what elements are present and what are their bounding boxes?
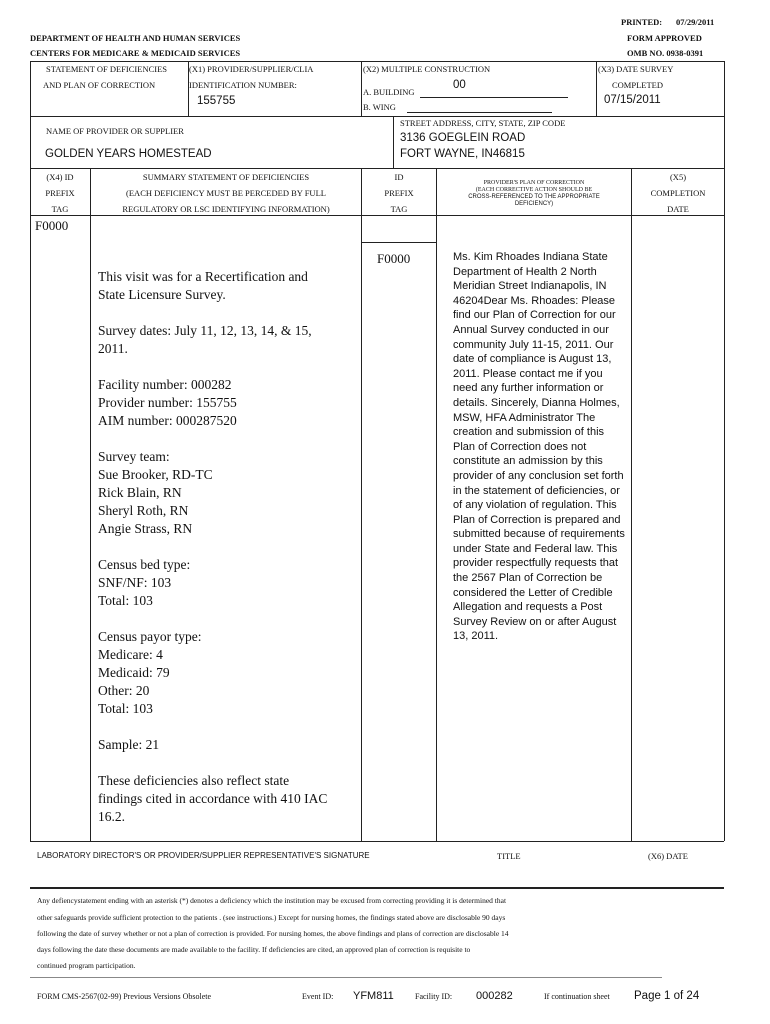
- x1-line1: (X1) PROVIDER/SUPPLIER/CLIA: [189, 64, 314, 74]
- top-rule: [30, 61, 724, 62]
- poc-header-line4: DEFICIENCY): [514, 201, 554, 207]
- summary-statement: This visit was for a Recertification and State Licensure Survey. Survey dates: July 11, 12, 13, 14, & 15, 2011. Facility number: 000282 Provider number: 155755 AIM number: 000287520 Survey team: Sue Brooker, RD-TC Rick Blain, RN Sheryl Roth, RN Angie Strass, RN Census bed type: SNF/NF: 103 Total: 103 Census payor type: Medicare: 4 Medicaid: 79 Other: 20 Total: 103 Sample: 21 These deficiencies also reflect state findings cited in accordance with 410 IAC 16.2.: [98, 269, 328, 824]
- summary-header-line2: (EACH DEFICIENCY MUST BE PERCEDED BY FULL: [126, 188, 326, 198]
- top-box-bottom-rule: [30, 116, 724, 117]
- column-header-bottom-rule: [30, 215, 724, 216]
- x3-line1: (X3) DATE SURVEY: [598, 64, 674, 74]
- form-number: FORM CMS-2567(02-99) Previous Versions Obsolete: [37, 992, 212, 1001]
- col-divider-poc: [631, 168, 632, 841]
- continuation-label: If continuation sheet: [544, 992, 610, 1001]
- id-tag-rule: [361, 242, 437, 243]
- x4-line2: PREFIX: [45, 188, 75, 198]
- disclaimer-rule: [30, 977, 662, 978]
- provider-name: GOLDEN YEARS HOMESTEAD: [45, 148, 212, 160]
- x1-line2: IDENTIFICATION NUMBER:: [189, 80, 297, 90]
- building-value: 00: [453, 79, 466, 91]
- id-line1: ID: [394, 172, 404, 182]
- address-line2: FORT WAYNE, IN46815: [400, 148, 525, 160]
- x3-divider: [596, 61, 597, 116]
- x6-date-label: (X6) DATE: [648, 851, 688, 861]
- address-line1: 3136 GOEGLEIN ROAD: [400, 132, 526, 144]
- content-bottom-rule: [30, 841, 724, 842]
- poc-header-line3: CROSS-REFERENCED TO THE APPROPRIATE: [468, 194, 600, 200]
- survey-completed-date: 07/15/2011: [604, 94, 661, 106]
- x4-line1: (X4) ID: [46, 172, 74, 182]
- disclaimer-line5: continued program participation.: [37, 961, 136, 970]
- provider-id-value: 155755: [197, 95, 236, 107]
- provider-name-label: NAME OF PROVIDER OR SUPPLIER: [46, 126, 184, 136]
- wing-label: B. WING: [363, 102, 396, 112]
- summary-header-line1: SUMMARY STATEMENT OF DEFICIENCIES: [142, 172, 310, 182]
- id-line2: PREFIX: [384, 188, 414, 198]
- provider-bottom-rule: [30, 168, 724, 169]
- event-id-value: YFM811: [353, 990, 394, 1002]
- signature-bottom-rule: [30, 887, 724, 889]
- col-divider-id: [436, 168, 437, 841]
- disclaimer-line2: other safeguards provide sufficient protection to the patients . (see instructions.) Except for nursing homes, the findings stated above are disclosable 90 days: [37, 913, 506, 922]
- wing-underline: [407, 112, 552, 113]
- printed-label: PRINTED:: [621, 17, 663, 27]
- x2-divider: [361, 61, 362, 116]
- event-id-label: Event ID:: [302, 992, 334, 1001]
- col-divider-summary: [361, 168, 362, 841]
- poc-header-line2: (EACH CORRECTIVE ACTION SHOULD BE: [475, 187, 593, 193]
- plan-of-correction: Ms. Kim Rhoades Indiana State Department of Health 2 North Meridian Street Indianapolis, IN 46204Dear Ms. Rhoades: Please find our Plan of Correction for our Annual Survey conducted in our community July 11-15, 2011. Our date of compliance is August 13, 2011. Please contact me if you need any further information or details. Sincerely, Dianna Holmes, MSW, HFA Administrator The creation and submission of this Plan of Correction does not constitute an admission by this provider of any conclusion set forth in the statement of deficiencies, or of any violation of regulation. This Plan of Correction is prepared and submitted because of requirements under State and Federal law. This provider respectfully requests that the 2567 Plan of Correction be considered the Letter of Credible Allegation and requests a Post Survey Review on or after August 13, 2011.: [453, 251, 625, 643]
- stmt-line2: AND PLAN OF CORRECTION: [43, 80, 156, 90]
- col-divider-x4: [90, 168, 91, 841]
- form-approved: FORM APPROVED: [627, 33, 702, 43]
- agency-line2: CENTERS FOR MEDICARE & MEDICAID SERVICES: [30, 48, 241, 58]
- facility-id-value: 000282: [476, 990, 513, 1002]
- disclaimer-line3: following the date of survey whether or not a plan of correction is provided. For nursing homes, the above findings and plans of correction are disclosable 14: [37, 929, 509, 938]
- right-tag: F0000: [377, 251, 411, 266]
- director-signature-label: LABORATORY DIRECTOR'S OR PROVIDER/SUPPLIER REPRESENTATIVE'S SIGNATURE: [37, 851, 370, 860]
- left-tag: F0000: [35, 218, 69, 233]
- building-label: A. BUILDING: [363, 87, 415, 97]
- page-number: Page 1 of 24: [634, 990, 700, 1002]
- address-label: STREET ADDRESS, CITY, STATE, ZIP CODE: [400, 118, 566, 128]
- building-underline: [420, 97, 568, 98]
- x5-line2: COMPLETION: [650, 188, 706, 198]
- x4-line3: TAG: [51, 204, 69, 214]
- printed-date: 07/29/2011: [676, 17, 715, 27]
- x3-line2: COMPLETED: [612, 80, 663, 90]
- x5-line3: DATE: [667, 204, 689, 214]
- stmt-line1: STATEMENT OF DEFICIENCIES: [46, 64, 168, 74]
- title-label: TITLE: [497, 851, 521, 861]
- agency-line1: DEPARTMENT OF HEALTH AND HUMAN SERVICES: [30, 33, 241, 43]
- x5-line1: (X5): [669, 172, 687, 182]
- id-line3: TAG: [390, 204, 408, 214]
- disclaimer-line4: days following the date these documents are made available to the facility. If deficiencies are cited, an approved plan of correction is requisite to: [37, 945, 471, 954]
- poc-header-line1: PROVIDER'S PLAN OF CORRECTION: [483, 180, 585, 186]
- omb-number: OMB NO. 0938-0391: [627, 48, 704, 58]
- x2-label: (X2) MULTIPLE CONSTRUCTION: [363, 64, 491, 74]
- facility-id-label: Facility ID:: [415, 992, 453, 1001]
- right-border: [724, 61, 725, 841]
- summary-header-line3: REGULATORY OR LSC IDENTIFYING INFORMATION): [122, 204, 330, 214]
- provider-divider: [393, 116, 394, 168]
- disclaimer-line1: Any defiencystatement ending with an asterisk (*) denotes a deficiency which the institution may be excused from correcting providing it is determined that: [37, 896, 507, 905]
